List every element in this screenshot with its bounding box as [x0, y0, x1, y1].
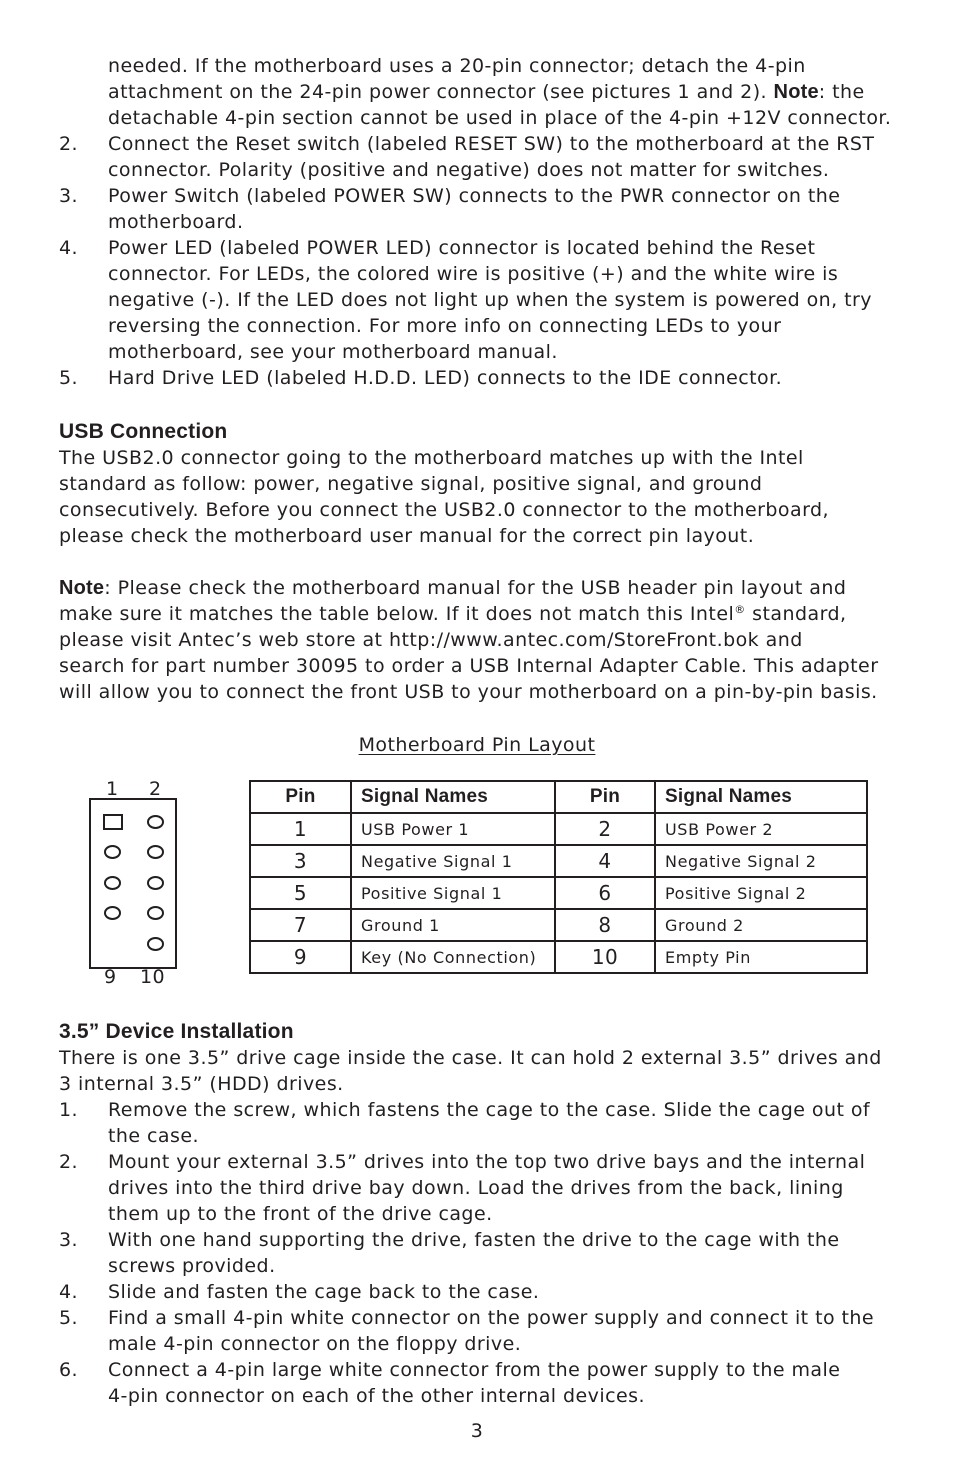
caption-text: Motherboard Pin Layout [358, 734, 596, 756]
text-line: negative (-). If the LED does not light up when the system is powered on, try [108, 289, 872, 311]
list-item [59, 1279, 899, 1305]
text-line: screws provided. [108, 1255, 276, 1277]
device-installation-section [59, 1019, 899, 1409]
text-line: motherboard. [108, 211, 244, 233]
pin-number-cell: 10 [555, 941, 655, 973]
text-line [59, 575, 899, 601]
text-line [59, 601, 899, 627]
pin-10-marker [147, 937, 164, 951]
table-row [250, 941, 867, 973]
pin-number-cell: 2 [555, 813, 655, 845]
pin-2-marker [147, 815, 164, 829]
device-steps [59, 1097, 899, 1409]
text-line: male 4-pin connector on the floppy drive. [108, 1333, 522, 1355]
header-signal-names: Signal Names [351, 781, 555, 813]
list-item [59, 1149, 899, 1227]
note-label: Note [773, 81, 819, 103]
text-line: Power Switch (labeled POWER SW) connects to the PWR connector on the [108, 185, 841, 207]
step-1-continuation [59, 53, 899, 131]
pin-8-marker [147, 906, 164, 920]
signal-name-cell: Ground 2 [655, 909, 867, 941]
table-row [250, 877, 867, 909]
text-line: 3 internal 3.5” (HDD) drives. [59, 1073, 344, 1095]
pin-number-cell: 5 [250, 877, 351, 909]
text-line: detachable 4-pin section cannot be used in place of the 4-pin +12V connector. [108, 107, 892, 129]
text-line: please check the motherboard user manual for the correct pin layout. [59, 525, 755, 547]
list-item-number: 4. [59, 237, 79, 259]
device-paragraph [59, 1045, 899, 1097]
list-item [59, 1227, 899, 1279]
usb-paragraph [59, 445, 899, 549]
text-line: Connect the Reset switch (labeled RESET SW) to the motherboard at the RST [108, 133, 875, 155]
pin-4-marker [147, 845, 164, 859]
manual-page [59, 53, 899, 705]
text-line: Mount your external 3.5” drives into the top two drive bays and the internal [108, 1151, 866, 1173]
pin-label-2: 2 [149, 778, 162, 800]
text-line: connector. Polarity (positive and negative) does not matter for switches. [108, 159, 830, 181]
text-line: will allow you to connect the front USB to your motherboard on a pin-by-pin basis. [59, 681, 878, 703]
page-number: 3 [470, 1420, 484, 1442]
text-line: them up to the front of the drive cage. [108, 1203, 493, 1225]
text-line: connector. For LEDs, the colored wire is positive (+) and the white wire is [108, 263, 839, 285]
pin-layout-caption [0, 732, 954, 758]
table-row [250, 845, 867, 877]
text-fragment: attachment on the 24-pin power connector (see pictures 1 and 2). [108, 81, 768, 103]
header-signal-names: Signal Names [655, 781, 867, 813]
signal-name-cell: USB Power 1 [351, 813, 555, 845]
device-installation-heading: 3.5” Device Installation [59, 1020, 294, 1043]
pin-label-1: 1 [106, 778, 119, 800]
list-item-number: 4. [59, 1281, 79, 1303]
list-item [59, 1357, 899, 1409]
usb-connection-heading: USB Connection [59, 420, 228, 443]
text-line: The USB2.0 connector going to the motherboard matches up with the Intel [59, 447, 804, 469]
text-line: With one hand supporting the drive, fasten the drive to the cage with the [108, 1229, 840, 1251]
text-fragment: : Please check the motherboard manual for the USB header pin layout and [104, 577, 847, 599]
text-line: motherboard, see your motherboard manual. [108, 341, 558, 363]
signal-name-cell: Negative Signal 2 [655, 845, 867, 877]
header-pin: Pin [555, 781, 655, 813]
signal-name-cell: Positive Signal 2 [655, 877, 867, 909]
text-line: consecutively. Before you connect the USB2.0 connector to the motherboard, [59, 499, 829, 521]
text-line: Power LED (labeled POWER LED) connector is located behind the Reset [108, 237, 816, 259]
pin-label-9: 9 [104, 966, 117, 988]
list-item [59, 1305, 899, 1357]
text-line: Connect a 4-pin large white connector from the power supply to the male [108, 1359, 841, 1381]
pin-number-cell: 3 [250, 845, 351, 877]
registered-mark: ® [734, 603, 746, 616]
header-pin: Pin [250, 781, 351, 813]
text-fragment: make sure it matches the table below. If it does not match this Intel [59, 603, 735, 625]
pin-number-cell: 8 [555, 909, 655, 941]
text-line [108, 79, 899, 105]
pin-number-cell: 1 [250, 813, 351, 845]
text-line: Hard Drive LED (labeled H.D.D. LED) connects to the IDE connector. [108, 367, 783, 389]
list-item [59, 131, 899, 183]
table-row [250, 909, 867, 941]
list-item [59, 365, 899, 391]
pin-3-marker [104, 845, 121, 859]
signal-name-cell: Negative Signal 1 [351, 845, 555, 877]
signal-name-cell: Positive Signal 1 [351, 877, 555, 909]
pin-label-10: 10 [140, 966, 166, 988]
pin-number-cell: 6 [555, 877, 655, 909]
text-fragment: : the [818, 81, 865, 103]
list-item-number: 1. [59, 1099, 79, 1121]
text-line: search for part number 30095 to order a USB Internal Adapter Cable. This adapter [59, 655, 879, 677]
front-panel-steps [59, 131, 899, 391]
pin-6-marker [147, 876, 164, 890]
text-line: drives into the third drive bay down. Load the drives from the back, lining [108, 1177, 844, 1199]
text-line: needed. If the motherboard uses a 20-pin connector; detach the 4-pin [108, 55, 806, 77]
text-line: Find a small 4-pin white connector on the power supply and connect it to the [108, 1307, 875, 1329]
text-fragment: standard, [745, 603, 847, 625]
pin-number-cell: 9 [250, 941, 351, 973]
list-item [59, 1097, 899, 1149]
list-item-number: 2. [59, 1151, 79, 1173]
pin-7-marker [104, 906, 121, 920]
text-line: There is one 3.5” drive cage inside the case. It can hold 2 external 3.5” drives and [59, 1047, 882, 1069]
text-line: Remove the screw, which fastens the cage to the case. Slide the cage out of [108, 1099, 871, 1121]
text-line: standard as follow: power, negative signal, positive signal, and ground [59, 473, 763, 495]
pin-number-cell: 4 [555, 845, 655, 877]
list-item-number: 6. [59, 1359, 79, 1381]
signal-name-cell: Ground 1 [351, 909, 555, 941]
text-line: reversing the connection. For more info on connecting LEDs to your [108, 315, 782, 337]
list-item-number: 5. [59, 1307, 79, 1329]
table-header-row [250, 781, 867, 813]
list-item-number: 3. [59, 185, 79, 207]
usb-note [59, 575, 899, 705]
signal-name-cell: Empty Pin [655, 941, 867, 973]
table-row [250, 813, 867, 845]
pin-layout-table [249, 780, 868, 974]
text-line: the case. [108, 1125, 199, 1147]
pin-5-marker [104, 876, 121, 890]
list-item [59, 235, 899, 365]
note-label: Note [59, 577, 105, 599]
signal-name-cell: Key (No Connection) [351, 941, 555, 973]
signal-name-cell: USB Power 2 [655, 813, 867, 845]
text-line: 4-pin connector on each of the other internal devices. [108, 1385, 645, 1407]
text-line: please visit Antec’s web store at http://www.antec.com/StoreFront.bok and [59, 629, 803, 651]
list-item [59, 183, 899, 235]
pin-1-square-marker [103, 814, 123, 830]
pin-number-cell: 7 [250, 909, 351, 941]
list-item-number: 3. [59, 1229, 79, 1251]
list-item-number: 2. [59, 133, 79, 155]
text-line: Slide and fasten the cage back to the case. [108, 1281, 540, 1303]
list-item-number: 5. [59, 367, 79, 389]
